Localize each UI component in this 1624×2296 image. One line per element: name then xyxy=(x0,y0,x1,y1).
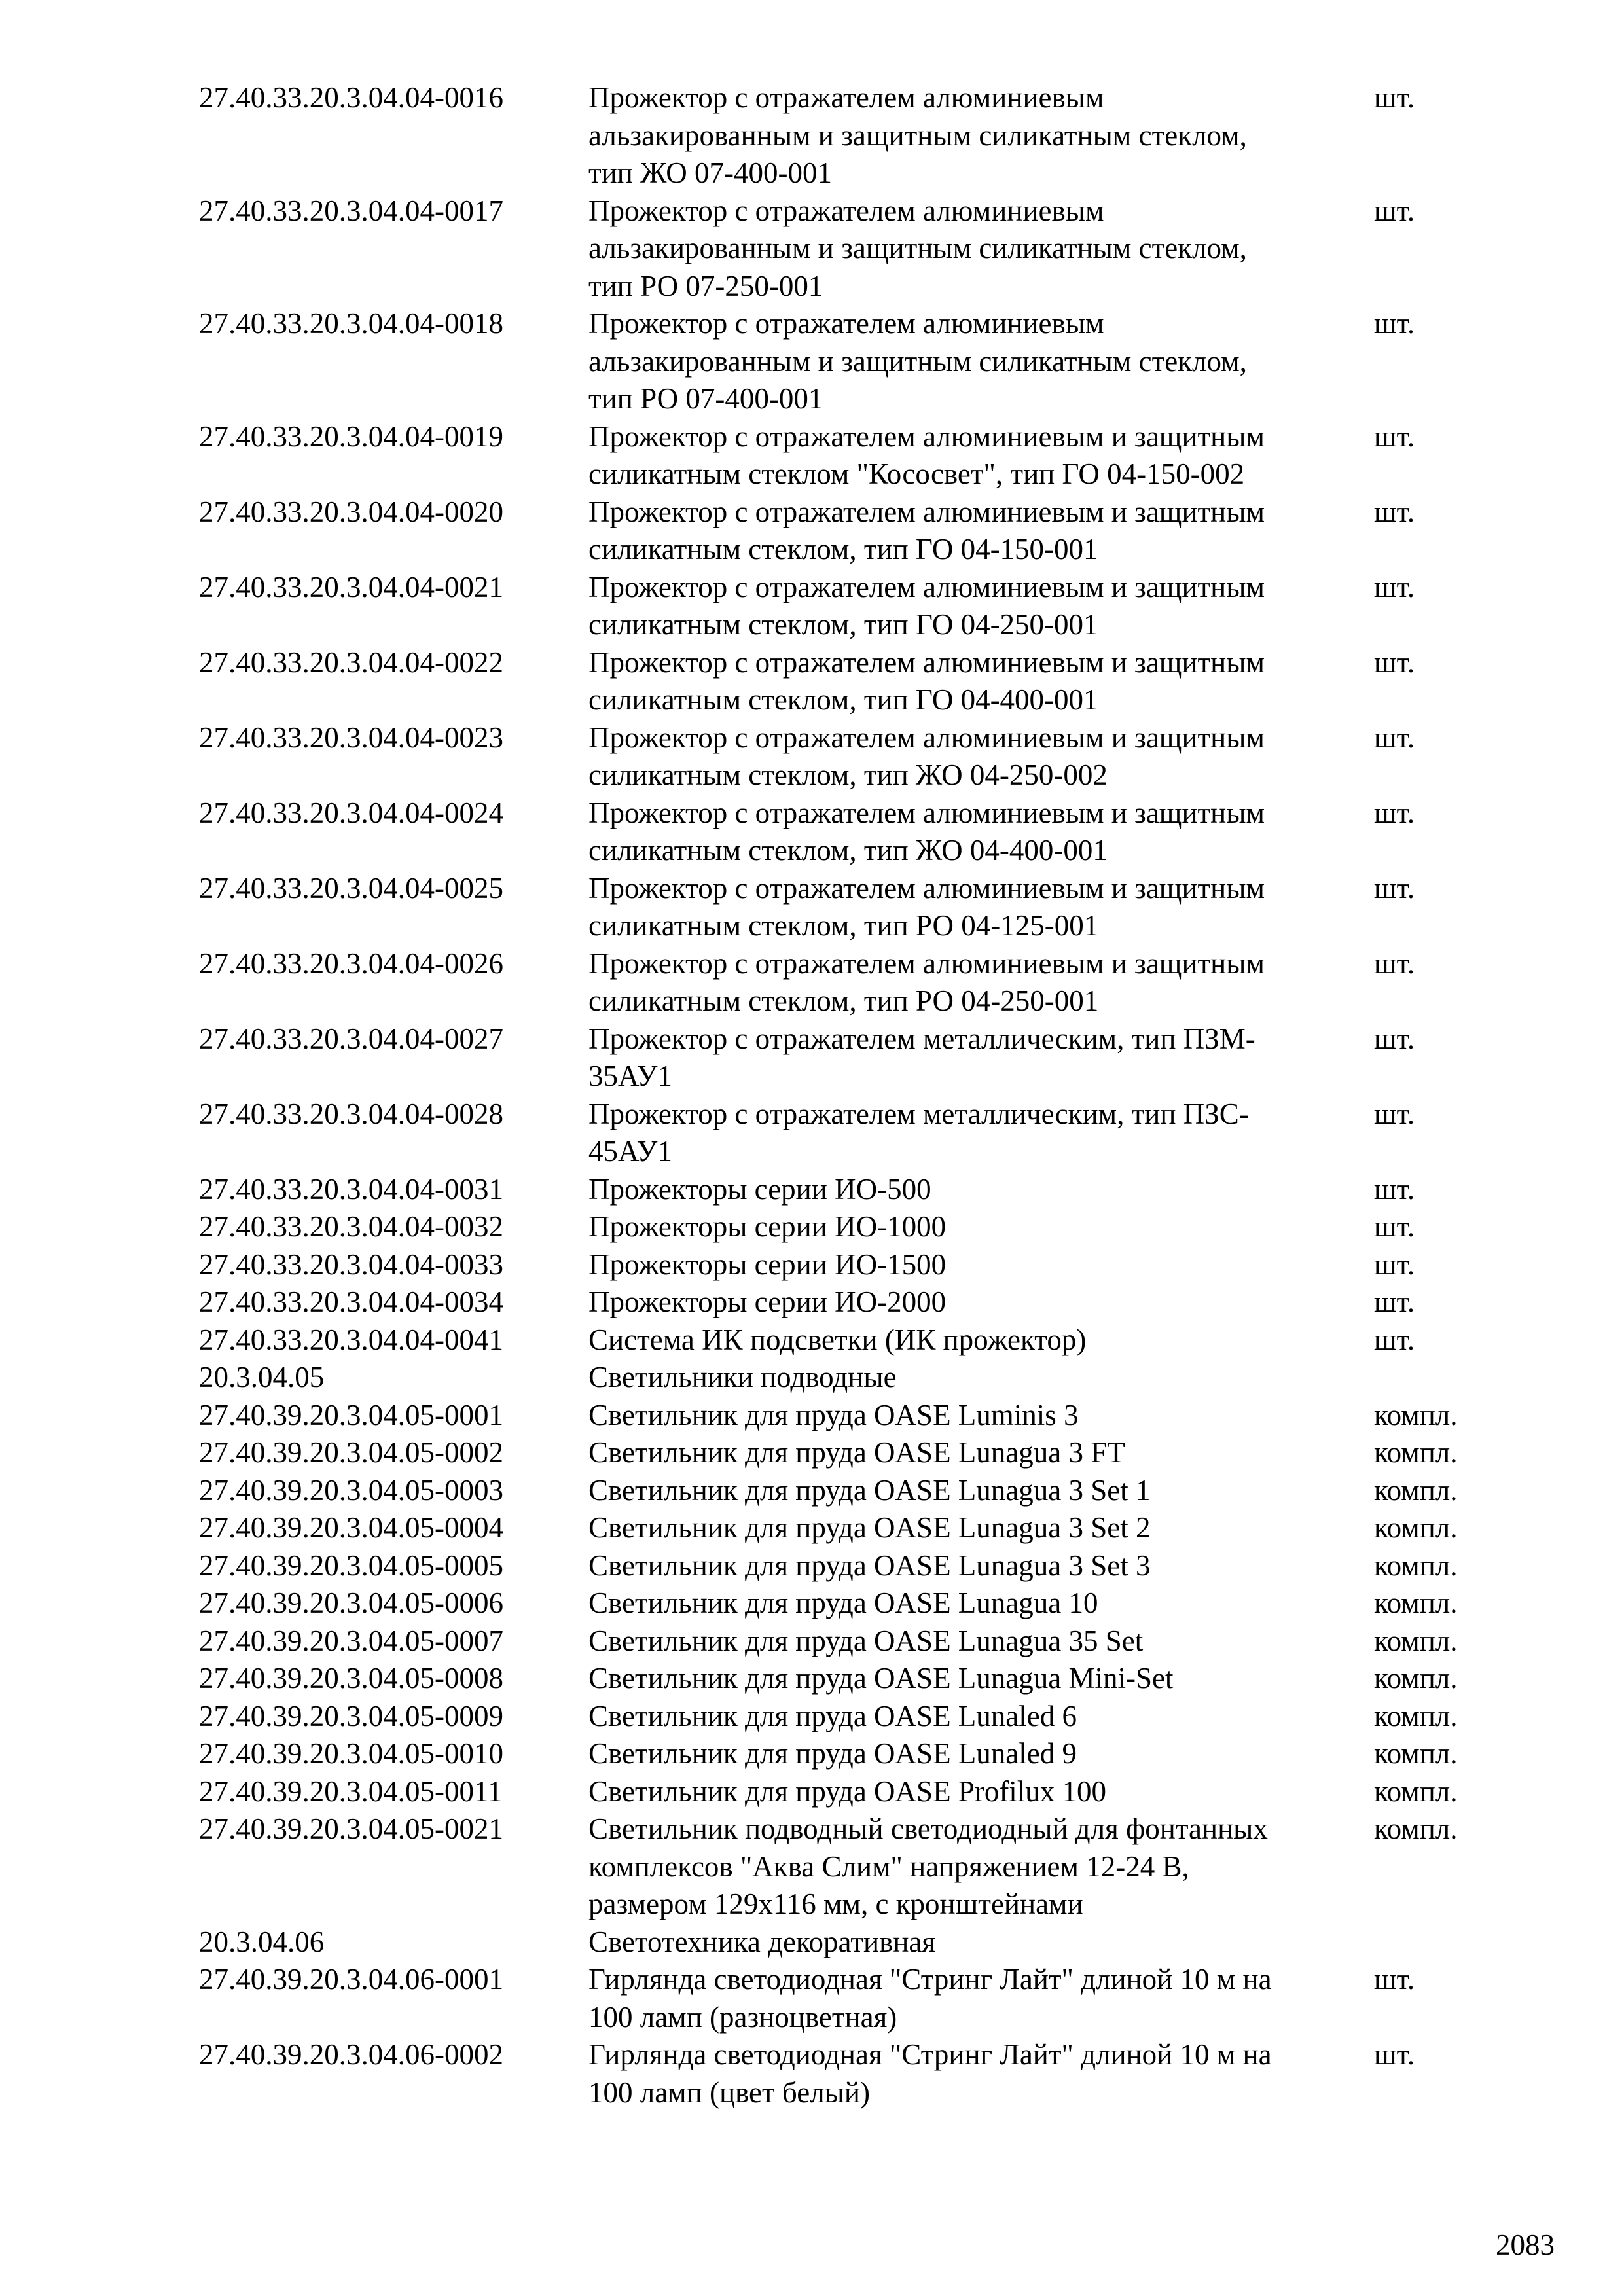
item-unit: шт. xyxy=(1374,194,1415,227)
item-code: 20.3.04.06 xyxy=(199,1925,325,1958)
item-unit: шт. xyxy=(1374,81,1415,114)
item-code: 27.40.39.20.3.04.05-0021 xyxy=(199,1812,503,1845)
table-row xyxy=(199,795,1508,870)
section-heading-row xyxy=(199,1924,1508,1962)
table-row xyxy=(199,870,1508,945)
item-code: 27.40.33.20.3.04.04-0034 xyxy=(199,1285,503,1318)
item-unit: компл. xyxy=(1374,1737,1458,1770)
item-unit: шт. xyxy=(1374,1247,1415,1281)
table-row xyxy=(199,1434,1508,1472)
table-row xyxy=(199,569,1508,644)
item-description: Светильник для пруда OASE Lunagua 3 Set 2 xyxy=(588,1511,1151,1544)
item-unit: шт. xyxy=(1374,1097,1415,1130)
page-number: 2083 xyxy=(1496,2229,1555,2261)
table-row xyxy=(199,305,1508,418)
item-unit: компл. xyxy=(1374,1662,1458,1695)
item-description: Светильник для пруда OASE Lunaled 9 xyxy=(588,1737,1077,1770)
item-description: Прожектор с отражателем металлическим, тип ПЗМ- 35АУ1 xyxy=(588,1022,1255,1092)
table-row xyxy=(199,1509,1508,1547)
item-code: 27.40.33.20.3.04.04-0020 xyxy=(199,495,503,528)
item-description: Прожектор с отражателем алюминиевым и защитным силикатным стеклом "Кососвет", тип ГО 04-150-002 xyxy=(588,420,1265,490)
item-description: Прожектор с отражателем алюминиевым и защитным силикатным стеклом, тип ГО 04-150-001 xyxy=(588,495,1265,565)
item-code: 27.40.39.20.3.04.05-0005 xyxy=(199,1549,503,1582)
item-description: Светильник подводный светодиодный для фонтанных комплексов "Аква Слим" напряжением 12-24 В, размером 129х116 мм, с кронштейнами xyxy=(588,1812,1268,1920)
section-heading-row xyxy=(199,1359,1508,1397)
item-code: 27.40.39.20.3.04.05-0009 xyxy=(199,1699,503,1732)
item-code: 27.40.33.20.3.04.04-0024 xyxy=(199,796,503,829)
item-code: 27.40.33.20.3.04.04-0017 xyxy=(199,194,503,227)
item-code: 27.40.39.20.3.04.05-0007 xyxy=(199,1624,503,1657)
item-description: Светильник для пруда OASE Lunagua 3 FT xyxy=(588,1436,1125,1469)
item-unit: компл. xyxy=(1374,1774,1458,1808)
table-row xyxy=(199,418,1508,493)
item-code: 27.40.33.20.3.04.04-0026 xyxy=(199,946,503,980)
item-description: Светильник для пруда OASE Luminis 3 xyxy=(588,1398,1079,1431)
item-unit: шт. xyxy=(1374,1323,1415,1356)
table-row xyxy=(199,1660,1508,1698)
item-description: Прожектор с отражателем алюминиевым и защитным силикатным стеклом, тип РО 04-250-001 xyxy=(588,946,1265,1017)
item-description: Прожектор с отражателем алюминиевым и защитным силикатным стеклом, тип ГО 04-250-001 xyxy=(588,570,1265,641)
item-code: 27.40.33.20.3.04.04-0031 xyxy=(199,1172,503,1206)
item-code: 27.40.33.20.3.04.04-0041 xyxy=(199,1323,503,1356)
item-unit: шт. xyxy=(1374,946,1415,980)
table-row xyxy=(199,1397,1508,1435)
table-row xyxy=(199,1623,1508,1660)
item-code: 27.40.39.20.3.04.05-0004 xyxy=(199,1511,503,1544)
table-row xyxy=(199,1321,1508,1359)
table-row xyxy=(199,945,1508,1020)
item-description: Прожектор с отражателем алюминиевым альзакированным и защитным силикатным стеклом, тип РО 07-400-001 xyxy=(588,307,1247,415)
section-title: Светотехника декоративная xyxy=(588,1925,936,1958)
item-code: 27.40.33.20.3.04.04-0019 xyxy=(199,420,503,453)
item-unit: шт. xyxy=(1374,1210,1415,1243)
item-description: Светильник для пруда OASE Lunagua 3 Set 1 xyxy=(588,1473,1151,1507)
item-code: 27.40.39.20.3.04.05-0002 xyxy=(199,1436,503,1469)
item-code: 27.40.33.20.3.04.04-0022 xyxy=(199,645,503,679)
item-unit: шт. xyxy=(1374,721,1415,754)
item-code: 27.40.39.20.3.04.05-0003 xyxy=(199,1473,503,1507)
item-unit: шт. xyxy=(1374,307,1415,340)
item-code: 27.40.33.20.3.04.04-0033 xyxy=(199,1247,503,1281)
item-unit: шт. xyxy=(1374,420,1415,453)
item-description: Светильник для пруда OASE Lunagua 10 xyxy=(588,1587,1098,1619)
item-unit: шт. xyxy=(1374,871,1415,905)
table-row xyxy=(199,79,1508,192)
item-description: Прожектор с отражателем алюминиевым и защитным силикатным стеклом, тип ЖО 04-250-002 xyxy=(588,721,1265,791)
item-code: 27.40.39.20.3.04.05-0011 xyxy=(199,1774,503,1808)
table-row xyxy=(199,1735,1508,1773)
item-unit: шт. xyxy=(1374,570,1415,603)
item-unit: компл. xyxy=(1374,1398,1458,1431)
table-row xyxy=(199,2036,1508,2111)
item-unit: шт. xyxy=(1374,1963,1415,1996)
table-row xyxy=(199,1283,1508,1321)
item-code: 27.40.33.20.3.04.04-0027 xyxy=(199,1022,503,1055)
item-code: 27.40.39.20.3.04.05-0006 xyxy=(199,1587,503,1619)
item-unit: компл. xyxy=(1374,1436,1458,1469)
table-row xyxy=(199,192,1508,306)
item-code: 27.40.33.20.3.04.04-0025 xyxy=(199,871,503,905)
table-row xyxy=(199,493,1508,569)
item-unit: шт. xyxy=(1374,1022,1415,1055)
item-unit: компл. xyxy=(1374,1624,1458,1657)
item-unit: компл. xyxy=(1374,1587,1458,1619)
item-description: Система ИК подсветки (ИК прожектор) xyxy=(588,1323,1087,1356)
item-unit: компл. xyxy=(1374,1549,1458,1582)
item-description: Светильник для пруда OASE Profilux 100 xyxy=(588,1774,1107,1808)
table-row xyxy=(199,1698,1508,1736)
item-description: Прожектор с отражателем алюминиевым и защитным силикатным стеклом, тип РО 04-125-001 xyxy=(588,871,1265,942)
item-unit: шт. xyxy=(1374,1285,1415,1318)
item-code: 27.40.39.20.3.04.05-0001 xyxy=(199,1398,503,1431)
item-description: Прожектор с отражателем алюминиевым и защитным силикатным стеклом, тип ГО 04-400-001 xyxy=(588,645,1265,716)
table-row xyxy=(199,1020,1508,1096)
table-row xyxy=(199,1810,1508,1924)
item-unit: компл. xyxy=(1374,1473,1458,1507)
table-row xyxy=(199,1472,1508,1510)
item-description: Прожекторы серии ИО-1500 xyxy=(588,1247,947,1281)
table-row xyxy=(199,1171,1508,1209)
item-description: Светильник для пруда OASE Lunagua Mini-Set xyxy=(588,1662,1174,1695)
item-description: Прожекторы серии ИО-1000 xyxy=(588,1210,947,1243)
item-code: 20.3.04.05 xyxy=(199,1361,325,1393)
item-description: Светильник для пруда OASE Lunagua 35 Set xyxy=(588,1624,1144,1657)
item-unit: компл. xyxy=(1374,1812,1458,1845)
item-code: 27.40.33.20.3.04.04-0032 xyxy=(199,1210,503,1243)
item-description: Гирлянда светодиодная "Стринг Лайт" длиной 10 м на 100 ламп (разноцветная) xyxy=(588,1963,1272,2034)
item-code: 27.40.39.20.3.04.06-0001 xyxy=(199,1963,503,1996)
item-code: 27.40.33.20.3.04.04-0021 xyxy=(199,570,503,603)
table-row xyxy=(199,1096,1508,1171)
item-code: 27.40.39.20.3.04.06-0002 xyxy=(199,2038,503,2071)
item-unit: компл. xyxy=(1374,1511,1458,1544)
item-unit: шт. xyxy=(1374,796,1415,829)
item-description: Гирлянда светодиодная "Стринг Лайт" длиной 10 м на 100 ламп (цвет белый) xyxy=(588,2038,1272,2109)
item-unit: шт. xyxy=(1374,645,1415,679)
table-row xyxy=(199,1773,1508,1811)
item-unit: шт. xyxy=(1374,2038,1415,2071)
item-description: Светильник для пруда OASE Lunagua 3 Set 3 xyxy=(588,1549,1151,1582)
item-code: 27.40.33.20.3.04.04-0028 xyxy=(199,1097,503,1130)
item-description: Прожекторы серии ИО-2000 xyxy=(588,1285,947,1318)
table-row xyxy=(199,719,1508,795)
table-row xyxy=(199,1547,1508,1585)
section-title: Светильники подводные xyxy=(588,1361,897,1393)
price-list-table xyxy=(199,79,1508,2111)
table-row xyxy=(199,1208,1508,1246)
table-row xyxy=(199,1961,1508,2036)
item-description: Прожекторы серии ИО-500 xyxy=(588,1172,931,1206)
item-code: 27.40.39.20.3.04.05-0010 xyxy=(199,1737,503,1770)
item-description: Прожектор с отражателем алюминиевым и защитным силикатным стеклом, тип ЖО 04-400-001 xyxy=(588,796,1265,867)
item-description: Прожектор с отражателем металлическим, тип ПЗС- 45АУ1 xyxy=(588,1097,1249,1168)
table-row xyxy=(199,1246,1508,1284)
item-unit: шт. xyxy=(1374,1172,1415,1206)
item-description: Прожектор с отражателем алюминиевым альзакированным и защитным силикатным стеклом, тип ЖО 07-400-001 xyxy=(588,81,1247,189)
table-row xyxy=(199,644,1508,719)
item-unit: компл. xyxy=(1374,1699,1458,1732)
item-code: 27.40.33.20.3.04.04-0018 xyxy=(199,307,503,340)
item-description: Прожектор с отражателем алюминиевым альзакированным и защитным силикатным стеклом, тип РО 07-250-001 xyxy=(588,194,1247,302)
item-code: 27.40.33.20.3.04.04-0016 xyxy=(199,81,503,114)
item-code: 27.40.33.20.3.04.04-0023 xyxy=(199,721,503,754)
item-unit: шт. xyxy=(1374,495,1415,528)
item-code: 27.40.39.20.3.04.05-0008 xyxy=(199,1662,503,1695)
item-description: Светильник для пруда OASE Lunaled 6 xyxy=(588,1699,1077,1732)
table-row xyxy=(199,1585,1508,1623)
